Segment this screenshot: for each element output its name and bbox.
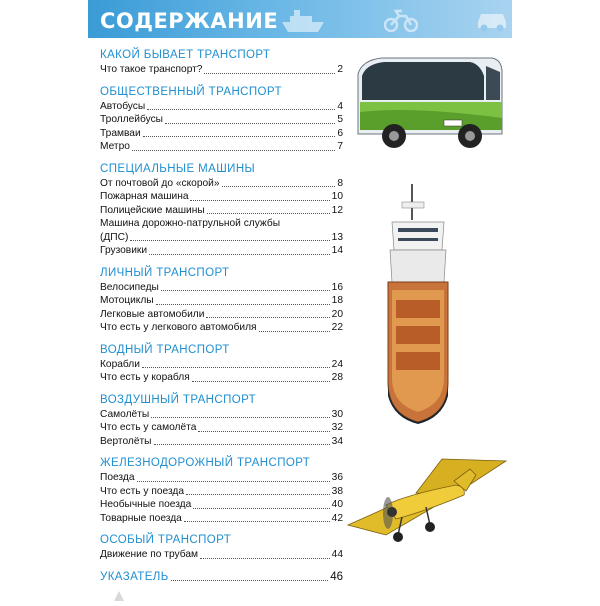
toc-section — [100, 86, 343, 154]
section-title[interactable]: ЛИЧНЫЙ ТРАНСПОРТ — [100, 266, 230, 279]
section-title[interactable]: КАКОЙ БЫВАЕТ ТРАНСПОРТ — [100, 49, 271, 61]
toc-entry-index[interactable] — [100, 571, 343, 585]
toc-entry[interactable] — [100, 435, 343, 449]
entry-label: Что есть у легкового автомобиля — [100, 322, 257, 333]
page-number: 28 — [331, 372, 343, 383]
toc-entry[interactable] — [100, 63, 343, 77]
airplane-illustration — [346, 455, 508, 545]
page-number: 16 — [331, 281, 343, 293]
ship-illustration — [382, 182, 454, 424]
entry-label: Троллейбусы — [100, 114, 164, 125]
toc-section — [100, 571, 343, 585]
leader-dots — [204, 73, 335, 74]
leader-dots — [184, 521, 330, 522]
toc-entry[interactable] — [100, 294, 343, 308]
page-number: 32 — [331, 422, 343, 433]
toc-entry[interactable] — [100, 281, 343, 295]
toc-entry[interactable] — [100, 321, 343, 335]
toc-section — [100, 163, 343, 258]
page-number: 5 — [337, 114, 343, 125]
leader-dots — [154, 444, 330, 445]
entry-label: Мотоциклы — [100, 295, 154, 306]
page-number: 14 — [331, 245, 343, 256]
toc-entry[interactable] — [100, 358, 343, 372]
leader-dots — [192, 381, 330, 382]
page-number: 22 — [331, 322, 343, 333]
leader-dots — [222, 186, 336, 187]
page-number: 34 — [331, 435, 343, 447]
page-number: 4 — [337, 100, 343, 112]
toc-section — [100, 344, 343, 385]
toc-section — [100, 49, 343, 77]
leader-dots — [147, 109, 335, 110]
header-banner — [88, 0, 512, 38]
toc-entry[interactable] — [100, 113, 343, 127]
leader-dots — [156, 304, 330, 305]
toc-entry[interactable] — [100, 471, 343, 485]
toc-section — [100, 267, 343, 335]
toc-entry[interactable] — [100, 371, 343, 385]
page-number: 24 — [331, 358, 343, 370]
entry-label: Полицейские машины — [100, 204, 205, 216]
entry-label: Поезда — [100, 472, 135, 483]
entry-label: Самолёты — [100, 408, 150, 420]
entry-label: Велосипеды — [100, 281, 159, 293]
page-number: 12 — [331, 204, 343, 216]
page-number: 13 — [331, 231, 343, 243]
leader-dots — [200, 558, 330, 559]
decorative-mark — [112, 588, 126, 600]
entry-label: Что такое транспорт? — [100, 64, 203, 75]
page-number: 18 — [331, 295, 343, 306]
section-title[interactable]: ОСОБЫЙ ТРАНСПОРТ — [100, 534, 232, 546]
entry-label: От почтовой до «скорой» — [100, 177, 220, 189]
toc-entry[interactable] — [100, 177, 343, 191]
toc-entry[interactable] — [100, 408, 343, 422]
toc-entry[interactable] — [100, 140, 343, 154]
section-title[interactable]: ВОЗДУШНЫЙ ТРАНСПОРТ — [100, 393, 257, 406]
section-title[interactable]: СПЕЦИАЛЬНЫЕ МАШИНЫ — [100, 162, 256, 175]
entry-label: (ДПС) — [100, 231, 129, 243]
toc-entry[interactable] — [100, 204, 343, 218]
entry-label: Что есть у корабля — [100, 372, 190, 383]
leader-dots — [143, 136, 336, 137]
leader-dots — [137, 481, 330, 482]
leader-dots — [190, 200, 329, 201]
leader-dots — [207, 213, 330, 214]
toc-entry[interactable] — [100, 190, 343, 204]
page-number: 2 — [337, 64, 343, 75]
entry-label: Пожарная машина — [100, 191, 189, 202]
entry-label: Метро — [100, 141, 130, 152]
car-icon — [476, 6, 508, 32]
toc-entry[interactable] — [100, 217, 343, 244]
leader-dots — [206, 317, 329, 318]
toc-entry[interactable] — [100, 548, 343, 562]
leader-dots — [165, 123, 335, 124]
toc-entry[interactable] — [100, 512, 343, 526]
toc-entry[interactable] — [100, 485, 343, 499]
toc-section — [100, 534, 343, 562]
entry-label: Автобусы — [100, 100, 146, 112]
leader-dots — [132, 150, 335, 151]
leader-dots — [186, 494, 330, 495]
motorcycle-icon — [384, 6, 418, 32]
bus-illustration — [352, 52, 506, 154]
entry-label: Трамваи — [100, 127, 141, 139]
page-number: 40 — [331, 499, 343, 510]
toc-entry[interactable] — [100, 127, 343, 141]
entry-label: Что есть у поезда — [100, 485, 185, 497]
leader-dots — [130, 240, 329, 241]
toc-section — [100, 394, 343, 449]
section-title[interactable]: ВОДНЫЙ ТРАНСПОРТ — [100, 343, 230, 356]
leader-dots — [171, 580, 329, 581]
toc-entry[interactable] — [100, 498, 343, 512]
page-number: 8 — [337, 177, 343, 189]
leader-dots — [149, 254, 330, 255]
page-number: 46 — [330, 570, 343, 583]
page-number: 6 — [337, 127, 343, 139]
section-title[interactable]: ОБЩЕСТВЕННЫЙ ТРАНСПОРТ — [100, 85, 282, 98]
entry-label: Корабли — [100, 358, 140, 370]
entry-label-line1: Машина дорожно-патрульной службы — [100, 218, 281, 229]
toc-section — [100, 457, 343, 525]
toc-entry[interactable] — [100, 100, 343, 114]
section-title[interactable]: ЖЕЛЕЗНОДОРОЖНЫЙ ТРАНСПОРТ — [100, 457, 311, 469]
entry-label: Грузовики — [100, 245, 148, 256]
leader-dots — [259, 331, 330, 332]
page-title: СОДЕРЖАНИЕ — [100, 9, 279, 33]
page-number: 30 — [331, 408, 343, 420]
toc-entry[interactable] — [100, 308, 343, 322]
leader-dots — [198, 431, 329, 432]
entry-label: Что есть у самолёта — [100, 422, 197, 433]
page-number: 10 — [331, 191, 343, 202]
leader-dots — [151, 417, 329, 418]
entry-label: Легковые автомобили — [100, 308, 205, 320]
page-number: 36 — [331, 472, 343, 483]
page-number: 42 — [331, 512, 343, 524]
ship-icon — [280, 6, 326, 34]
entry-label: Вертолёты — [100, 435, 152, 447]
toc-entry[interactable] — [100, 244, 343, 258]
page-number: 20 — [331, 308, 343, 320]
table-of-contents — [100, 49, 343, 593]
leader-dots — [161, 290, 330, 291]
leader-dots — [142, 367, 330, 368]
page-number: 38 — [331, 485, 343, 497]
leader-dots — [193, 508, 329, 509]
page-number: 7 — [337, 141, 343, 152]
page-number: 44 — [331, 549, 343, 560]
section-title: УКАЗАТЕЛЬ — [100, 570, 169, 583]
toc-entry[interactable] — [100, 421, 343, 435]
entry-label: Необычные поезда — [100, 499, 192, 510]
entry-label: Товарные поезда — [100, 512, 182, 524]
entry-label: Движение по трубам — [100, 549, 199, 560]
